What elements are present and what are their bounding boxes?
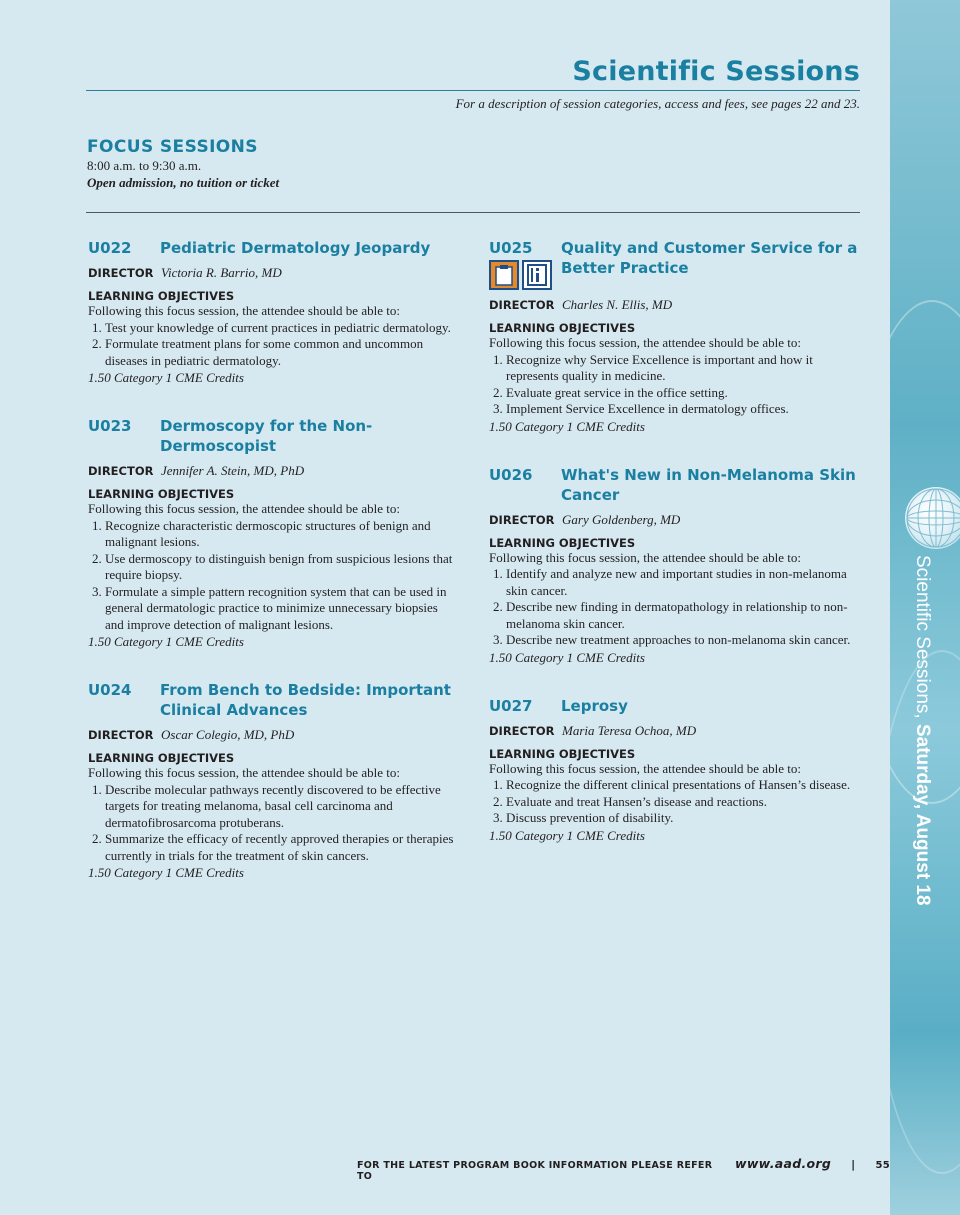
session-title: Pediatric Dermatology Jeopardy (160, 239, 431, 257)
objective-item: 1. Describe molecular pathways recently discovered to be effective targets for treating melanoma, basal cell carcinoma and dermatofibrosarcoma protuberans. (105, 782, 458, 832)
clipboard-icon (489, 260, 519, 290)
objective-item: 3. Formulate a simple pattern recognition system that can be used in general dermatologic practice to minimize unnecessary biopsies and improve detection of malignant lesions. (105, 584, 458, 634)
objective-item: 2. Use dermoscopy to distinguish benign from suspicious lesions that require biopsy. (105, 551, 458, 584)
session-director (489, 723, 859, 739)
session-credits: 1.50 Category 1 CME Credits (489, 827, 645, 843)
session-code: U022 (88, 239, 132, 257)
objective-item: 2. Evaluate great service in the office setting. (506, 385, 859, 402)
objectives-intro: Following this focus session, the attendee should be able to: (88, 303, 400, 318)
director-label: DIRECTOR (489, 512, 555, 527)
objectives-list (88, 782, 458, 865)
session-header (88, 680, 458, 720)
session-entry (489, 238, 859, 435)
objective-item: 2. Describe new finding in dermatopathology in relationship to non-melanoma skin cancer. (506, 599, 859, 632)
page-title: Scientific Sessions (572, 56, 860, 87)
session-title: What's New in Non-Melanoma Skin Cancer (561, 465, 856, 504)
objectives-intro: Following this focus session, the attendee should be able to: (489, 549, 801, 565)
director-label: DIRECTOR (88, 266, 154, 280)
session-title: Dermoscopy for the Non-Dermoscopist (160, 417, 373, 455)
learning-objectives-label: LEARNING OBJECTIVES (489, 321, 636, 335)
director-name: Gary Goldenberg, MD (562, 511, 681, 527)
focus-time: 8:00 a.m. to 9:30 a.m. (87, 158, 202, 173)
session-entry (489, 696, 859, 844)
footer-separator: | (851, 1158, 856, 1171)
side-tab-date: Saturday, August 18 (912, 723, 933, 906)
session-credits: 1.50 Category 1 CME Credits (88, 865, 244, 880)
director-label: DIRECTOR (88, 464, 154, 478)
focus-heading: FOCUS SESSIONS (87, 137, 258, 157)
session-icons (489, 260, 561, 290)
session-code: U026 (489, 465, 533, 484)
focus-admission: Open admission, no tuition or ticket (87, 175, 280, 190)
page-number: 55 (875, 1160, 890, 1171)
session-code: U027 (489, 696, 533, 715)
session-header (489, 238, 859, 290)
director-name: Jennifer A. Stein, MD, PhD (161, 463, 305, 478)
session-director (88, 265, 458, 281)
objectives-list (489, 566, 859, 649)
director-name: Maria Teresa Ochoa, MD (562, 722, 697, 738)
side-tab-label (903, 555, 933, 906)
session-code: U024 (88, 681, 132, 699)
objective-item: 3. Discuss prevention of disability. (506, 810, 859, 827)
objectives-list (489, 352, 859, 418)
session-code: U025 (489, 239, 533, 257)
session-entry (88, 416, 458, 650)
objective-item: 2. Summarize the efficacy of recently approved therapies or therapies currently in trials for the treatment of skin cancers. (105, 831, 458, 864)
session-header (489, 465, 859, 505)
objectives-list (88, 320, 458, 370)
globe-icon (905, 487, 960, 549)
objectives-intro: Following this focus session, the attendee should be able to: (489, 760, 801, 776)
director-name: Oscar Colegio, MD, PhD (161, 727, 295, 742)
director-label: DIRECTOR (88, 728, 154, 742)
footer-url[interactable]: www.aad.org (734, 1156, 832, 1171)
focus-sessions-block (87, 137, 279, 191)
objective-item: 2. Formulate treatment plans for some common and uncommon diseases in pediatric dermatology. (105, 336, 458, 369)
info-icon (522, 260, 552, 290)
objectives-intro: Following this focus session, the attendee should be able to: (489, 335, 801, 350)
session-entry (489, 465, 859, 666)
title-divider (86, 90, 860, 91)
session-code: U023 (88, 417, 132, 435)
objective-item: 1. Recognize why Service Excellence is important and how it represents quality in medicine. (506, 352, 859, 385)
objectives-list (489, 777, 859, 827)
learning-objectives-label: LEARNING OBJECTIVES (88, 487, 235, 501)
session-header (88, 416, 458, 456)
session-credits: 1.50 Category 1 CME Credits (88, 634, 244, 649)
learning-objectives-label: LEARNING OBJECTIVES (88, 289, 235, 303)
session-title: Leprosy (561, 696, 628, 715)
session-entry (88, 680, 458, 881)
page-subtitle: For a description of session categories, access and fees, see pages 22 and 23. (455, 96, 860, 111)
session-credits: 1.50 Category 1 CME Credits (489, 418, 645, 434)
session-code-block (489, 238, 561, 290)
session-header (489, 696, 859, 716)
side-tab-section: Scientific Sessions, (912, 555, 933, 724)
session-director (489, 512, 859, 528)
session-director (88, 463, 458, 479)
footer-text: FOR THE LATEST PROGRAM BOOK INFORMATION PLEASE REFER TO (357, 1160, 713, 1182)
objective-item: 3. Implement Service Excellence in dermatology offices. (506, 401, 859, 418)
director-name: Victoria R. Barrio, MD (161, 265, 282, 280)
session-entry (88, 238, 458, 386)
objective-item: 1. Recognize characteristic dermoscopic structures of benign and malignant lesions. (105, 518, 458, 551)
session-header (88, 238, 458, 258)
objective-item: 1. Test your knowledge of current practices in pediatric dermatology. (105, 320, 458, 337)
focus-divider (86, 212, 860, 213)
page-footer (357, 1156, 890, 1182)
session-title: From Bench to Bedside: Important Clinical Advances (160, 681, 451, 719)
learning-objectives-label: LEARNING OBJECTIVES (88, 751, 235, 765)
objectives-intro: Following this focus session, the attendee should be able to: (88, 501, 400, 516)
learning-objectives-label: LEARNING OBJECTIVES (489, 535, 636, 550)
session-credits: 1.50 Category 1 CME Credits (88, 370, 244, 385)
objectives-list (88, 518, 458, 634)
director-name: Charles N. Ellis, MD (562, 297, 673, 312)
left-column (88, 238, 458, 911)
director-label: DIRECTOR (489, 298, 555, 312)
objective-item: 1. Identify and analyze new and important studies in non-melanoma skin cancer. (506, 566, 859, 599)
objective-item: 3. Describe new treatment approaches to non-melanoma skin cancer. (506, 632, 859, 649)
session-title: Quality and Customer Service for a Better Practice (561, 239, 858, 277)
objectives-intro: Following this focus session, the attendee should be able to: (88, 765, 400, 780)
session-director (88, 727, 458, 743)
objective-item: 2. Evaluate and treat Hansen’s disease and reactions. (506, 794, 859, 811)
right-column (489, 238, 859, 874)
objective-item: 1. Recognize the different clinical presentations of Hansen’s disease. (506, 777, 859, 794)
session-director (489, 297, 859, 313)
learning-objectives-label: LEARNING OBJECTIVES (489, 746, 636, 761)
session-credits: 1.50 Category 1 CME Credits (489, 649, 645, 665)
director-label: DIRECTOR (489, 723, 555, 738)
